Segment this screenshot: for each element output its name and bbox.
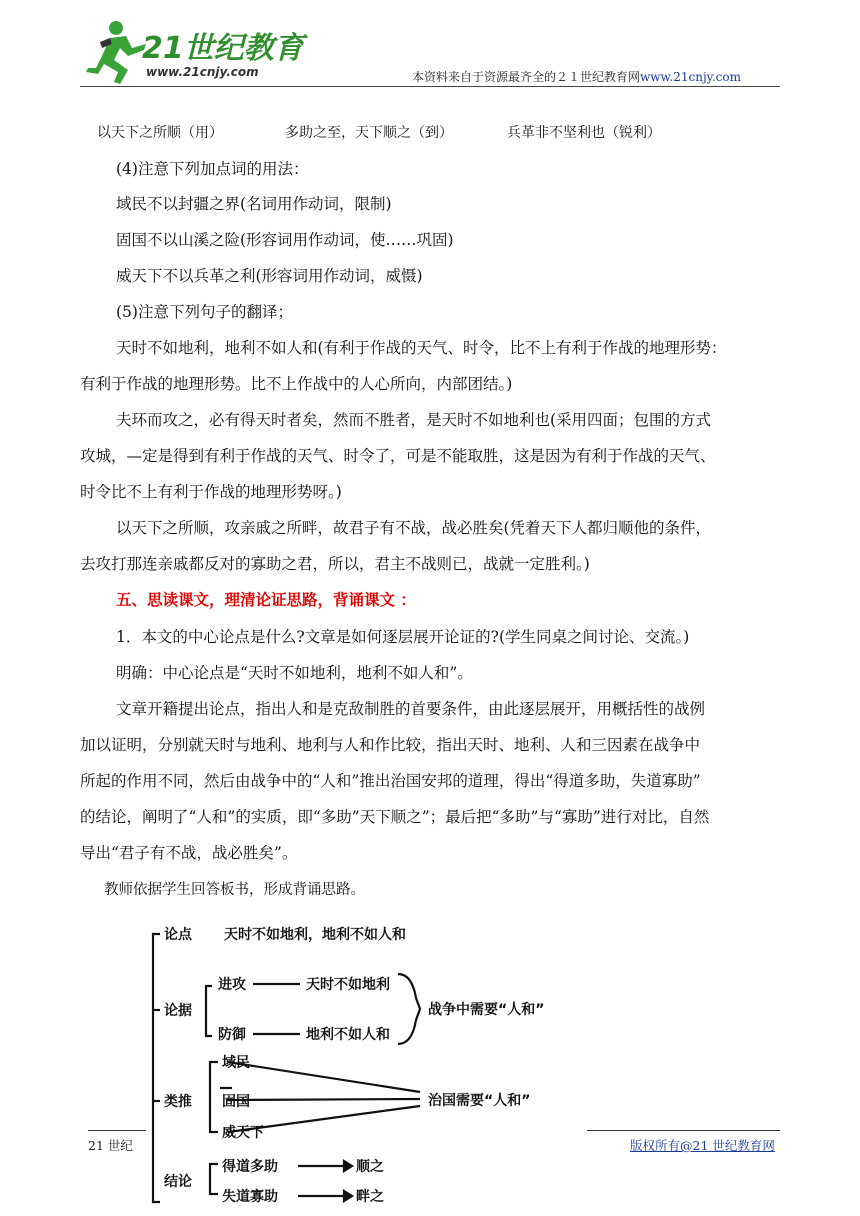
attack-result: 天时不如地利 <box>306 977 390 993</box>
defense-label: 防御 <box>218 1027 246 1043</box>
translation-2-line-3: 时令比不上有利于作战的地理形势呀。) <box>80 483 342 501</box>
footer-left-divider <box>88 1130 146 1131</box>
source-prefix: 本资料来自于资源最齐全的２１世纪教育网 <box>412 70 641 84</box>
example-2: 多助之至，天下顺之（到） <box>285 125 453 141</box>
source-note <box>412 68 741 85</box>
footer-left-text: 21 世纪 <box>88 1138 133 1153</box>
footer-right-divider <box>587 1130 780 1131</box>
analysis-line-5: 导出“君子有不战，战必胜矣”。 <box>80 844 298 862</box>
dao-item-1: 得道多助 <box>222 1159 278 1175</box>
example-3: 兵革非不坚利也（锐利） <box>507 125 661 141</box>
logo-wordmark: 21世纪教育 <box>142 31 304 66</box>
header-divider <box>80 86 780 87</box>
analogy-item-1: 域民 <box>222 1055 250 1071</box>
translation-1-line-2: 有利于作战的地理形势。比不上作战中的人心所向，内部团结。) <box>80 375 513 393</box>
defense-result: 地利不如人和 <box>306 1027 390 1043</box>
teacher-note: 教师依据学生回答板书，形成背诵思路。 <box>104 882 365 898</box>
dao-item-2: 失道寡助 <box>222 1189 278 1205</box>
translation-2-line-2: 攻城，—定是得到有利于作战的天气、时令了，可是不能取胜，这是因为有利于作战的天气、 <box>80 447 716 465</box>
answer-1: 明确：中心论点是“天时不如地利，地利不如人和”。 <box>116 664 473 682</box>
analysis-line-1: 文章开籍提出论点，指出人和是克敌制胜的首要条件，由此逐层展开，用概括性的战例 <box>116 700 706 718</box>
item-5-heading: (5)注意下列句子的翻译； <box>116 303 293 321</box>
site-logo <box>80 14 310 92</box>
logo-url: www.21cnjy.com <box>146 65 259 79</box>
translation-3-line-1: 以天下之所顺，攻亲戚之所畔，故君子有不战，战必胜矣(凭着天下人都归顺他的条件， <box>116 519 712 537</box>
label-analogy: 类推 <box>164 1094 192 1110</box>
label-thesis: 论点 <box>164 927 192 943</box>
example-1: 以天下之所顺（用） <box>97 125 223 141</box>
attack-label: 进攻 <box>218 977 246 993</box>
usage-line-1: 域民不以封疆之界(名词用作动词，限制) <box>116 195 392 213</box>
govern-conclusion: 治国需要“人和” <box>428 1093 531 1109</box>
translation-3-line-2: 去攻打那连亲戚都反对的寡助之君，所以，君主不战则已，战就一定胜利。) <box>80 555 590 573</box>
footer-copyright-link[interactable]: 版权所有@21 世纪教育网 <box>630 1138 775 1153</box>
dao-item-1-result: 顺之 <box>356 1159 384 1175</box>
war-conclusion: 战争中需要“人和” <box>428 1002 545 1018</box>
runner-icon <box>86 21 146 84</box>
question-1: 1．本文的中心论点是什么?文章是如何逐层展开论证的?(学生同桌之间讨论、交流。) <box>116 628 690 646</box>
analogy-item-3: 威天下 <box>222 1125 264 1141</box>
source-site-link[interactable]: www.21cnjy.com <box>640 70 741 84</box>
label-evidence: 论据 <box>164 1003 192 1019</box>
item-4-heading: (4)注意下列加点词的用法： <box>116 160 309 178</box>
usage-line-3: 威天下不以兵革之利(形容词用作动词，威慑) <box>116 267 423 285</box>
analysis-line-3: 所起的作用不同，然后由战争中的“人和”推出治国安邦的道理，得出“得道多助，失道寡助” <box>80 772 701 790</box>
analysis-line-2: 加以证明，分别就天时与地利、地利与人和作比较，指出天时、地利、人和三因素在战争中 <box>80 736 701 754</box>
dao-item-2-result: 畔之 <box>356 1189 384 1205</box>
translation-1-line-1: 天时不如地利，地利不如人和(有利于作战的天气、时令，比不上有利于作战的地理形势： <box>116 339 727 357</box>
thesis-text: 天时不如地利，地利不如人和 <box>224 927 406 943</box>
analysis-line-4: 的结论，阐明了“人和”的实质，即“多助”天下顺之”；最后把“多助”与“寡助”进行对比，自然 <box>80 808 710 826</box>
translation-2-line-1: 夫环而攻之，必有得天时者矣，然而不胜者，是天时不如地利也(采用四面；包围的方式 <box>116 411 712 429</box>
argument-diagram <box>120 912 640 1216</box>
analogy-item-2: 固国 <box>222 1094 250 1110</box>
section-heading: 五、思读课文，理清论证思路，背诵课文 ： <box>116 590 416 609</box>
usage-line-2: 固国不以山溪之险(形容词用作动词，使……巩固) <box>116 231 454 249</box>
label-conclusion: 结论 <box>164 1174 192 1190</box>
